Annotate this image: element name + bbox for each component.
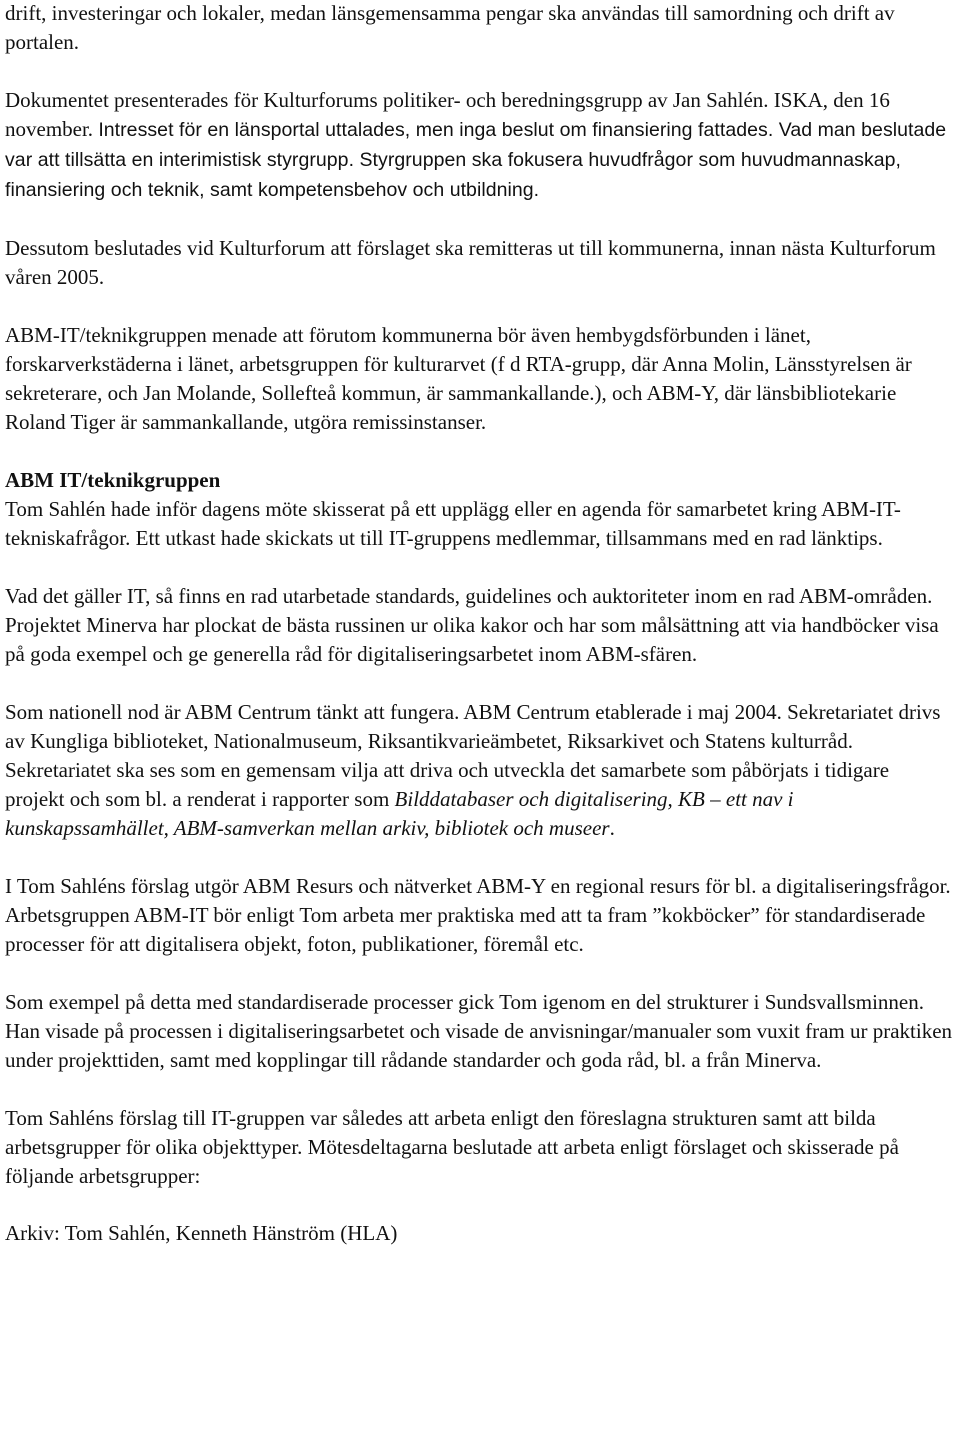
paragraph-working-groups: Tom Sahléns förslag till IT-gruppen var således att arbeta enligt den föreslagna strukturen samt att bilda arbetsgrupper för olika objekttyper. Mötesdeltagarna beslutade att arbeta enligt förslaget och skisserade på följande arbetsgrupper: (5, 1106, 899, 1188)
paragraph-kulturforum-presentation (5, 86, 953, 205)
paragraph-arkiv-group: Arkiv: Tom Sahlén, Kenneth Hänström (HLA) (5, 1221, 398, 1245)
paragraph-kulturforum-presentation-lead: Dokumentet presenterades för Kulturforums politiker- och beredningsgrupp av Jan Sahlén. ISKA, den 16 november. (5, 88, 890, 141)
paragraph-agenda: Tom Sahlén hade inför dagens möte skisserat på ett upplägg eller en agenda för samarbetet kring ABM-IT-tekniskafrågor. Ett utkast hade skickats ut till IT-gruppens medlemmar, tillsammans med en rad länktips. (5, 497, 901, 550)
section-heading-abm-it: ABM IT/teknikgruppen (5, 468, 221, 492)
paragraph-abm-centrum-text: Som nationell nod är ABM Centrum tänkt att fungera. ABM Centrum etablerade i maj 2004. Sekretariatet drivs av Kungliga biblioteket, Nationalmuseum, Riksantikvarieämbetet, Riksarkivet och Statens kulturråd. Sekretariatet ska ses som en gemensam vilja att driva och utveckla det samarbete som påbörjats i tidigare projekt och som bl. a renderat i rapporter som (5, 700, 941, 811)
paragraph-abm-resurs: I Tom Sahléns förslag utgör ABM Resurs och nätverket ABM-Y en regional resurs för bl. a digitaliseringsfrågor. Arbetsgruppen ABM-IT bör enligt Tom arbeta mer praktiska med att ta fram ”kokböcker” för standardiserade processer för att digitalisera objekt, foton, publikationer, föremål etc. (5, 874, 951, 956)
document-page (5, 0, 953, 1248)
paragraph-funding-intro: drift, investeringar och lokaler, medan länsgemensamma pengar ska användas till samordning och drift av portalen. (5, 1, 895, 54)
paragraph-sundsvallsminnen: Som exempel på detta med standardiserade processer gick Tom igenom en del strukturer i Sundsvallsminnen. Han visade på processen i digitaliseringsarbetet och visade de anvisningar/manualer som vuxit fram ur praktiken under projekttiden, samt med kopplingar till rådande standarder och goda råd, bl. a från Minerva. (5, 990, 953, 1072)
paragraph-remiss-decision: Dessutom beslutades vid Kulturforum att förslaget ska remitteras ut till kommunerna, innan nästa Kulturforum våren 2005. (5, 236, 936, 289)
report-titles: Bilddatabaser och digitalisering, KB – ett nav i kunskapssamhället, ABM-samverkan mellan arkiv, bibliotek och museer (5, 787, 794, 840)
paragraph-abm-it-remissinstanser: ABM-IT/teknikgruppen menade att förutom kommunerna bör även hembygdsförbunden i länet, forskarverkstäderna i länet, arbetsgruppen för kulturarvet (f d RTA-grupp, där Anna Molin, Länsstyrelsen är sekreterare, och Jan Molande, Sollefteå kommun, är sammankallande.), och ABM-Y, där länsbibliotekarie Roland Tiger är sammankallande, utgöra remissinstanser. (5, 323, 912, 434)
paragraph-standards-minerva: Vad det gäller IT, så finns en rad utarbetade standards, guidelines och auktoriteter inom en rad ABM-områden. Projektet Minerva har plockat de bästa russinen ur olika kakor och har som målsättning att via handböcker visa på goda exempel och ge generella råd för digitaliseringsarbetet inom ABM-sfären. (5, 584, 939, 666)
paragraph-abm-centrum (5, 698, 953, 843)
paragraph-kulturforum-presentation-body: Intresset för en länsportal uttalades, men inga beslut om finansiering fattades. Vad man beslutade var att tillsätta en interimistisk styrgrupp. Styrgruppen ska fokusera huvudfrågor som huvudmannaskap, finansiering och teknik, samt kompetensbehov och utbildning. (5, 119, 947, 201)
paragraph-abm-centrum-end: . (609, 816, 615, 840)
